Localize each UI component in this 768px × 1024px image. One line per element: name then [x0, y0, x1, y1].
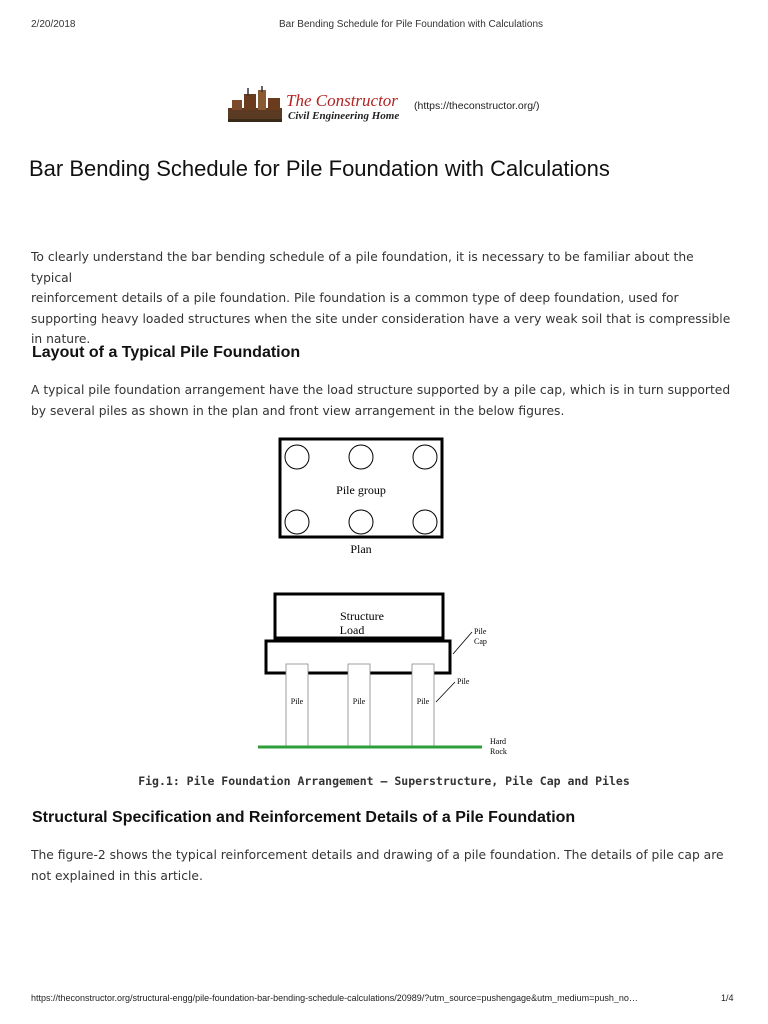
- pile-pointer: [436, 682, 455, 702]
- pile-pointer-label: Pile: [457, 677, 470, 686]
- reinforcement-line: not explained in this article.: [31, 868, 203, 883]
- figure-caption: Fig.1: Pile Foundation Arrangement – Superstructure, Pile Cap and Piles: [138, 774, 630, 788]
- site-logo[interactable]: [226, 86, 566, 126]
- page-number: 1/4: [721, 993, 734, 1003]
- plan-label: Pile group: [336, 483, 386, 497]
- intro-line: reinforcement details of a pile foundation. Pile foundation is a common type of deep foundation, used for: [31, 291, 679, 305]
- section-heading-layout: Layout of a Typical Pile Foundation: [32, 344, 301, 361]
- intro-line: To clearly understand the bar bending schedule of a pile foundation, it is necessary to be familiar about the typical: [31, 250, 694, 285]
- structure-label: Structure: [340, 609, 384, 623]
- load-label: Load: [339, 623, 365, 637]
- print-title: Bar Bending Schedule for Pile Foundation with Calculations: [278, 19, 544, 30]
- hard-rock-label-2: Rock: [490, 747, 507, 756]
- layout-line: A typical pile foundation arrangement have the load structure supported by a pile cap, which is in turn supported: [31, 383, 731, 397]
- layout-paragraph: [31, 380, 731, 421]
- hard-rock-label-1: Hard: [490, 737, 506, 746]
- layout-line: by several piles as shown in the plan and front view arrangement in the below figures.: [31, 403, 565, 418]
- section-heading-reinforcement: Structural Specification and Reinforcement Details of a Pile Foundation: [32, 809, 576, 826]
- plan-caption: Plan: [350, 542, 372, 556]
- pile-cap-label-1: Pile: [474, 627, 487, 636]
- building-logo-icon: [226, 86, 284, 126]
- reinforcement-paragraph: [31, 845, 731, 886]
- article-title: Bar Bending Schedule for Pile Foundation with Calculations: [29, 156, 610, 181]
- logo-name: The Constructor: [286, 91, 398, 110]
- pile-cap-label-2: Cap: [474, 637, 487, 646]
- footer-url[interactable]: https://theconstructor.org/structural-engg/pile-foundation-bar-bending-schedule-calculations/20989/?utm_source=pushengage&utm_medium=push_no…: [31, 993, 638, 1003]
- front-view: [258, 594, 507, 756]
- intro-line: in nature.: [31, 332, 91, 346]
- reinforcement-line: The figure-2 shows the typical reinforcement details and drawing of a pile foundation. The details of pile cap are: [31, 848, 724, 862]
- pile-label: Pile: [352, 697, 366, 706]
- logo-url-link[interactable]: (https://theconstructor.org/): [414, 100, 540, 112]
- print-date: 2/20/2018: [31, 19, 76, 30]
- pile-label: Pile: [416, 697, 430, 706]
- pile-foundation-figure: [250, 430, 520, 760]
- plan-view: [280, 439, 442, 556]
- pile-label: Pile: [290, 697, 304, 706]
- intro-line: supporting heavy loaded structures when the site under consideration have a very weak soil that is compressible: [31, 311, 731, 326]
- pile-cap-pointer: [453, 632, 472, 654]
- logo-tagline: Civil Engineering Home: [288, 110, 400, 122]
- intro-paragraph: [31, 247, 731, 350]
